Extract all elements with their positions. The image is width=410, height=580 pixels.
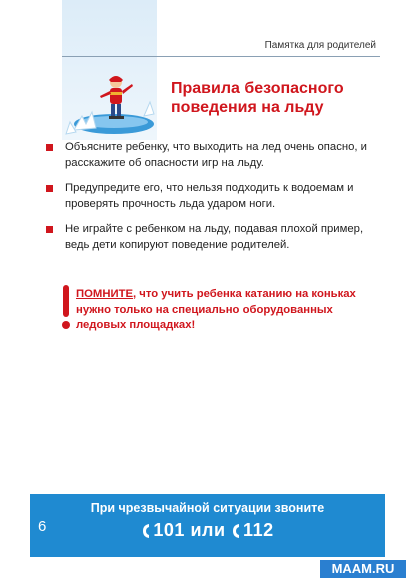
brand-watermark: MAAM.RU <box>320 560 406 578</box>
emergency-number-2: 112 <box>243 520 274 540</box>
rule-item <box>46 222 376 253</box>
rule-text: Не играйте с ребенком на льду, подавая плохой пример, ведь дети копируют поведение родителей. <box>65 223 364 251</box>
rule-item <box>46 181 376 212</box>
warning-body: , что учить ребенка катанию на коньках нужно только на специально оборудованных ледовых площадках! <box>76 288 356 331</box>
exclamation-icon <box>60 285 72 331</box>
emergency-caption: При чрезвычайной ситуации звоните <box>90 501 325 515</box>
rule-text: Предупредите его, что нельзя подходить к водоемам и проверять прочность льда ударом ноги. <box>65 182 354 210</box>
phone-icon <box>141 523 151 539</box>
child-skating-illustration <box>64 72 164 136</box>
emergency-number-1: 101 <box>153 520 185 540</box>
header-divider <box>62 56 380 57</box>
bullet-square-icon <box>46 144 53 151</box>
emergency-numbers <box>30 520 385 541</box>
emergency-footer <box>30 494 385 557</box>
warning-highlight: ПОМНИТЕ <box>76 288 134 300</box>
warning-text <box>76 287 382 334</box>
bullet-square-icon <box>46 226 53 233</box>
page-number: 6 <box>38 518 47 535</box>
rule-text: Объясните ребенку, что выходить на лед очень опасно, и расскажите об опасности игр на льду. <box>65 141 367 169</box>
title-line-2: поведения на льду <box>171 99 324 116</box>
rules-list <box>46 140 376 263</box>
page-title <box>171 79 371 117</box>
bullet-square-icon <box>46 185 53 192</box>
phone-icon <box>231 523 241 539</box>
emergency-or: или <box>190 520 226 540</box>
rule-item <box>46 140 376 171</box>
header-text: Памятка для родителей <box>264 40 376 51</box>
title-line-1: Правила безопасного <box>171 80 344 97</box>
